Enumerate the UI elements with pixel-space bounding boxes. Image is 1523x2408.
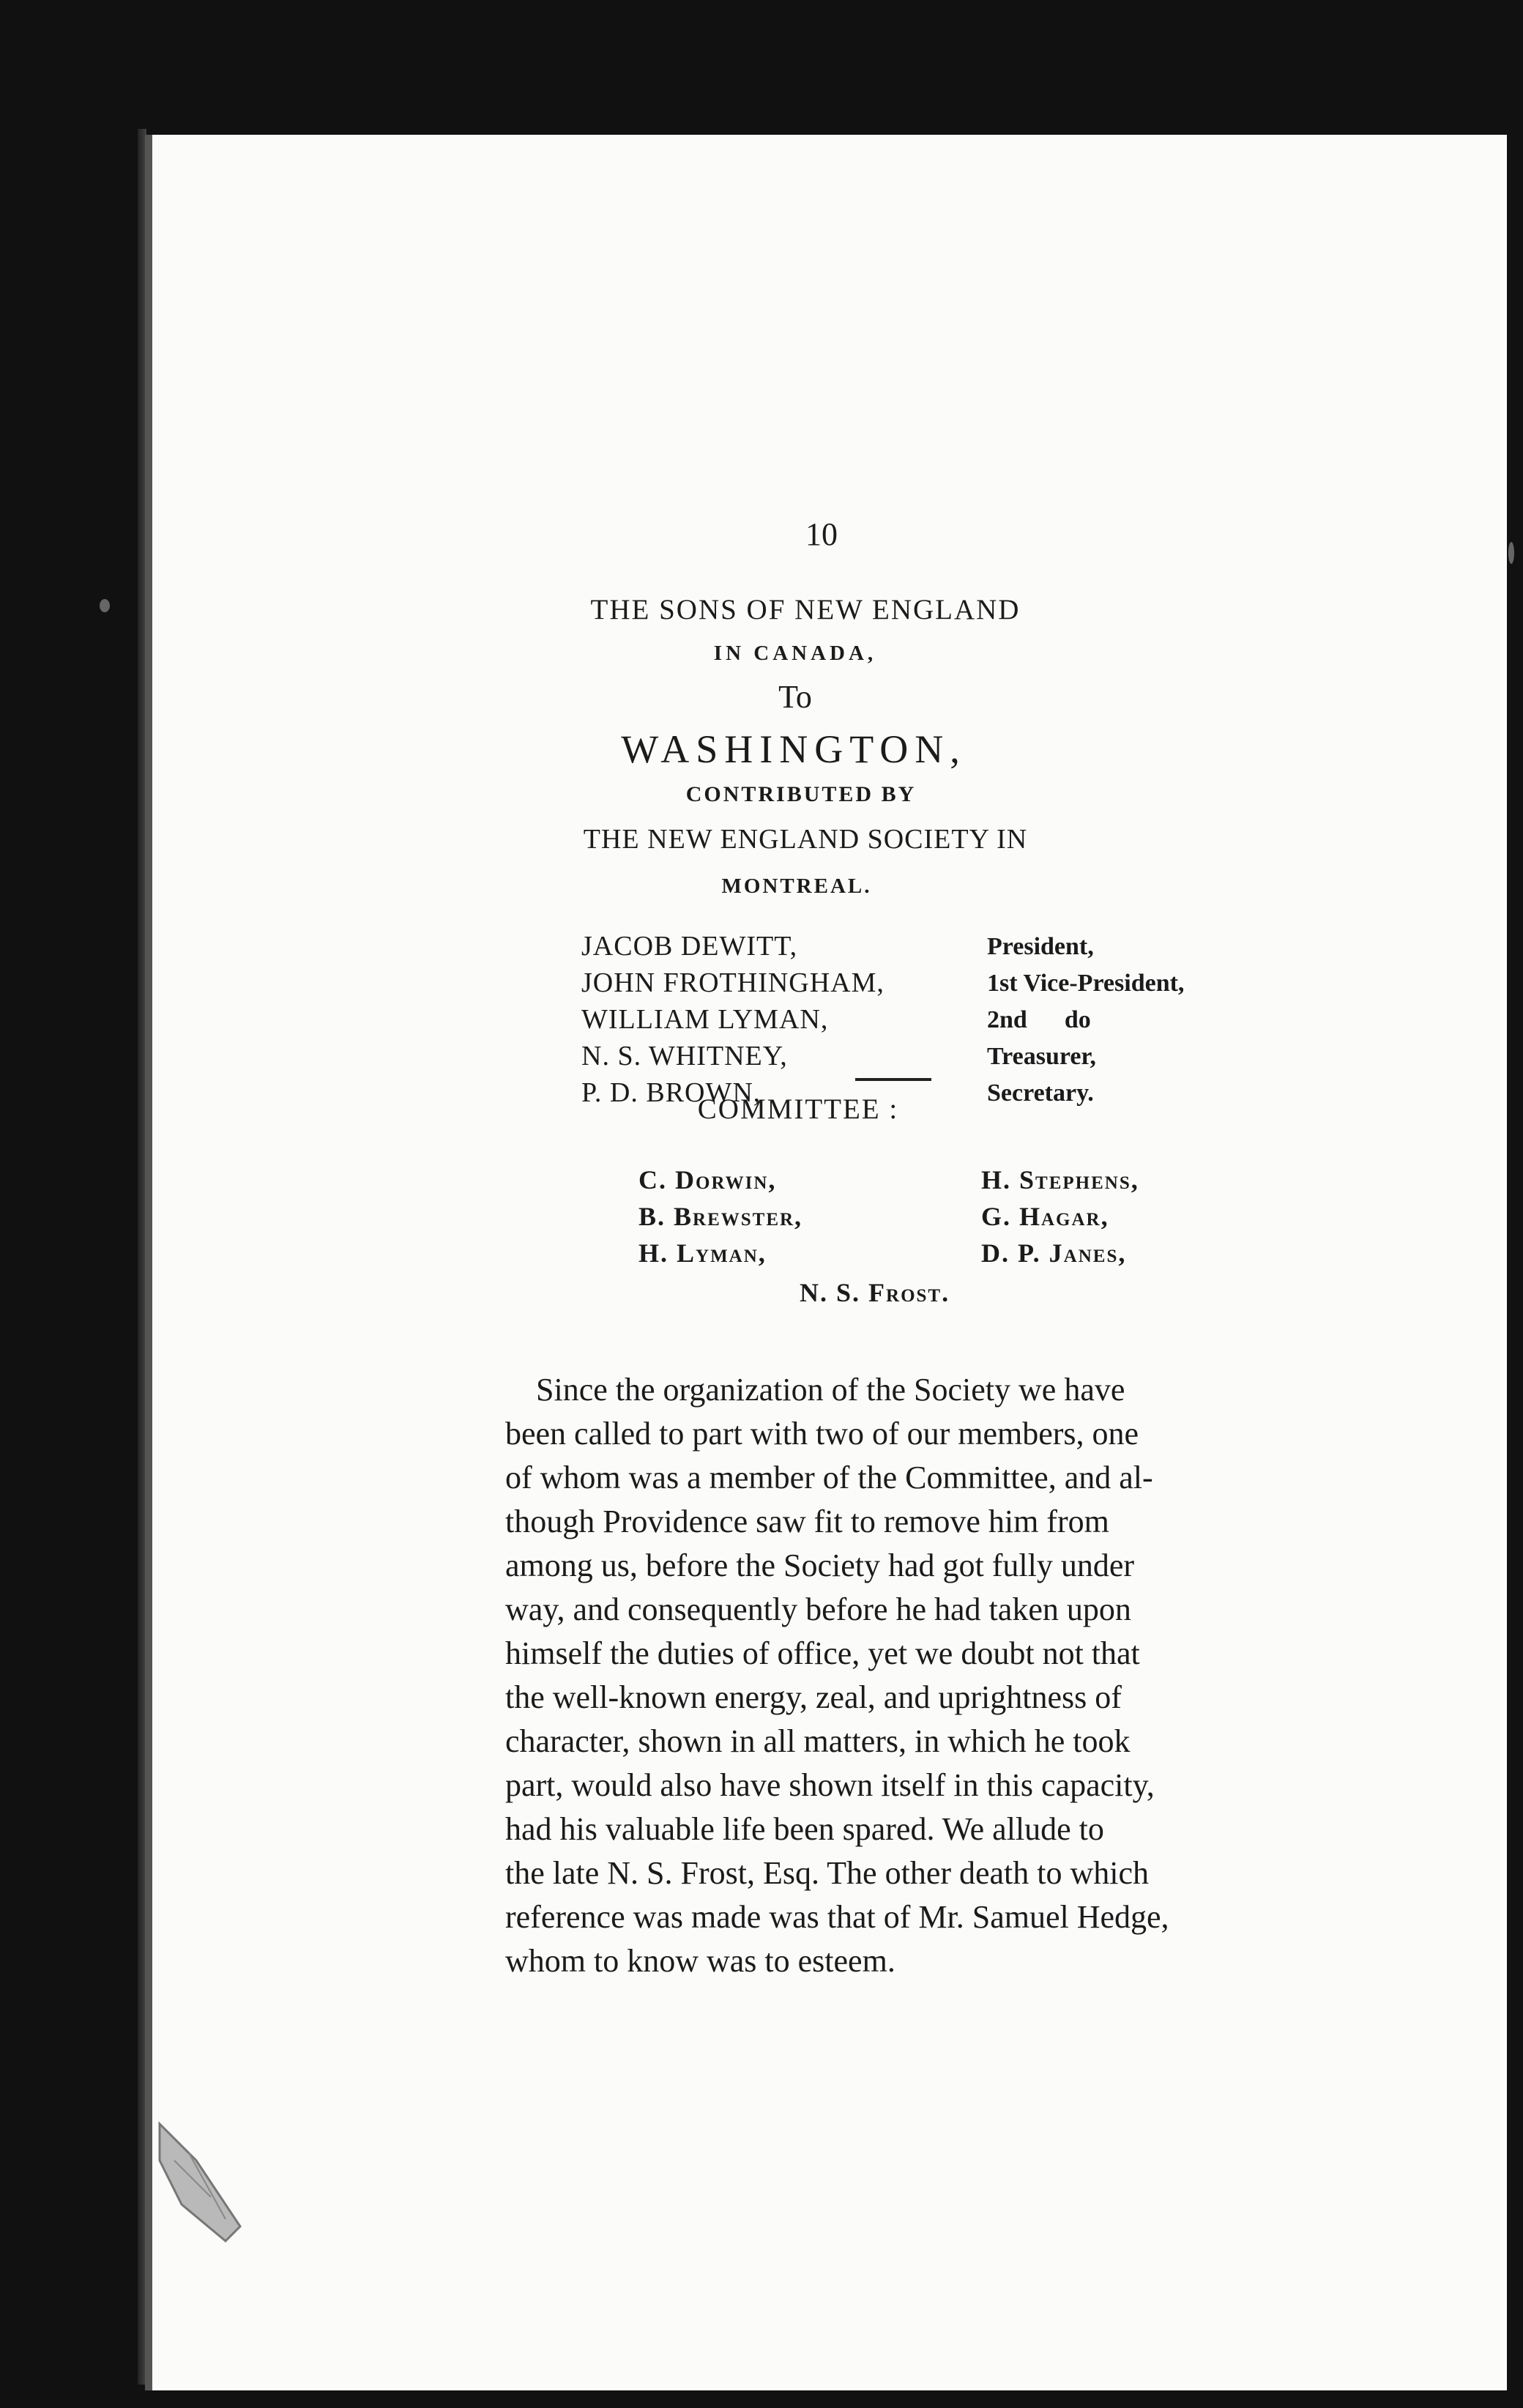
paragraph-line: among us, before the Society had got fully under	[505, 1547, 1135, 1583]
officer-role: Treasurer,	[987, 1043, 1096, 1070]
paragraph-line: been called to part with two of our members, one	[505, 1416, 1139, 1452]
officer-role: President,	[987, 933, 1094, 960]
committee-member: H. Lyman,	[638, 1238, 767, 1268]
paragraph-line: whom to know was to esteem.	[505, 1943, 895, 1979]
committee-member: N. S. Frost.	[800, 1278, 950, 1307]
officer-role: Secretary.	[987, 1079, 1094, 1107]
paragraph-line: way, and consequently before he had taken upon	[505, 1591, 1131, 1627]
heading-line-7: MONTREAL.	[721, 874, 872, 898]
paragraph-line: the well-known energy, zeal, and uprightness of	[505, 1679, 1122, 1715]
committee-member: D. P. Janes,	[981, 1238, 1127, 1268]
committee-member: B. Brewster,	[638, 1202, 803, 1231]
scan-dust-mark	[100, 599, 110, 612]
heading-line-6: THE NEW ENGLAND SOCIETY IN	[583, 824, 1028, 855]
paragraph-line: of whom was a member of the Committee, and al-	[505, 1460, 1153, 1495]
heading-line-4: WASHINGTON,	[621, 727, 967, 771]
committee-member: C. Dorwin,	[638, 1165, 777, 1194]
torn-corner-mark	[152, 2117, 262, 2248]
officer-name: JACOB DEWITT,	[581, 931, 798, 962]
committee-member: H. Stephens,	[981, 1165, 1139, 1194]
paragraph-line: though Providence saw fit to remove him from	[505, 1504, 1109, 1539]
heading-line-1: THE SONS OF NEW ENGLAND	[590, 594, 1021, 625]
officer-role: 1st Vice-President,	[987, 970, 1185, 997]
officer-role: 2nd do	[987, 1006, 1091, 1033]
paragraph-line: part, would also have shown itself in this capacity,	[505, 1767, 1155, 1803]
divider-rule	[855, 1078, 931, 1081]
paragraph-line: character, shown in all matters, in which he took	[505, 1723, 1131, 1759]
committee-member: G. Hagar,	[981, 1202, 1109, 1231]
heading-line-3: To	[778, 679, 812, 715]
paragraph-line: Since the organization of the Society we have	[536, 1372, 1125, 1408]
heading-line-2: IN CANADA,	[713, 642, 877, 665]
document-page	[145, 135, 1507, 2390]
scan-dust-mark	[1508, 542, 1514, 564]
paragraph-line: had his valuable life been spared. We allude to	[505, 1811, 1104, 1847]
officer-name: N. S. WHITNEY,	[581, 1041, 788, 1071]
officer-name: WILLIAM LYMAN,	[581, 1004, 829, 1035]
heading-line-5: CONTRIBUTED BY	[685, 782, 917, 806]
page-number: 10	[805, 516, 838, 552]
officer-name: JOHN FROTHINGHAM,	[581, 967, 885, 998]
paragraph-line: the late N. S. Frost, Esq. The other death to which	[505, 1855, 1150, 1891]
paragraph-line: himself the duties of office, yet we doubt not that	[505, 1635, 1140, 1671]
paragraph-line: reference was made was that of Mr. Samuel Hedge,	[505, 1899, 1169, 1935]
officer-name: P. D. BROWN,	[581, 1077, 762, 1108]
committee-heading: COMMITTEE :	[697, 1093, 899, 1125]
